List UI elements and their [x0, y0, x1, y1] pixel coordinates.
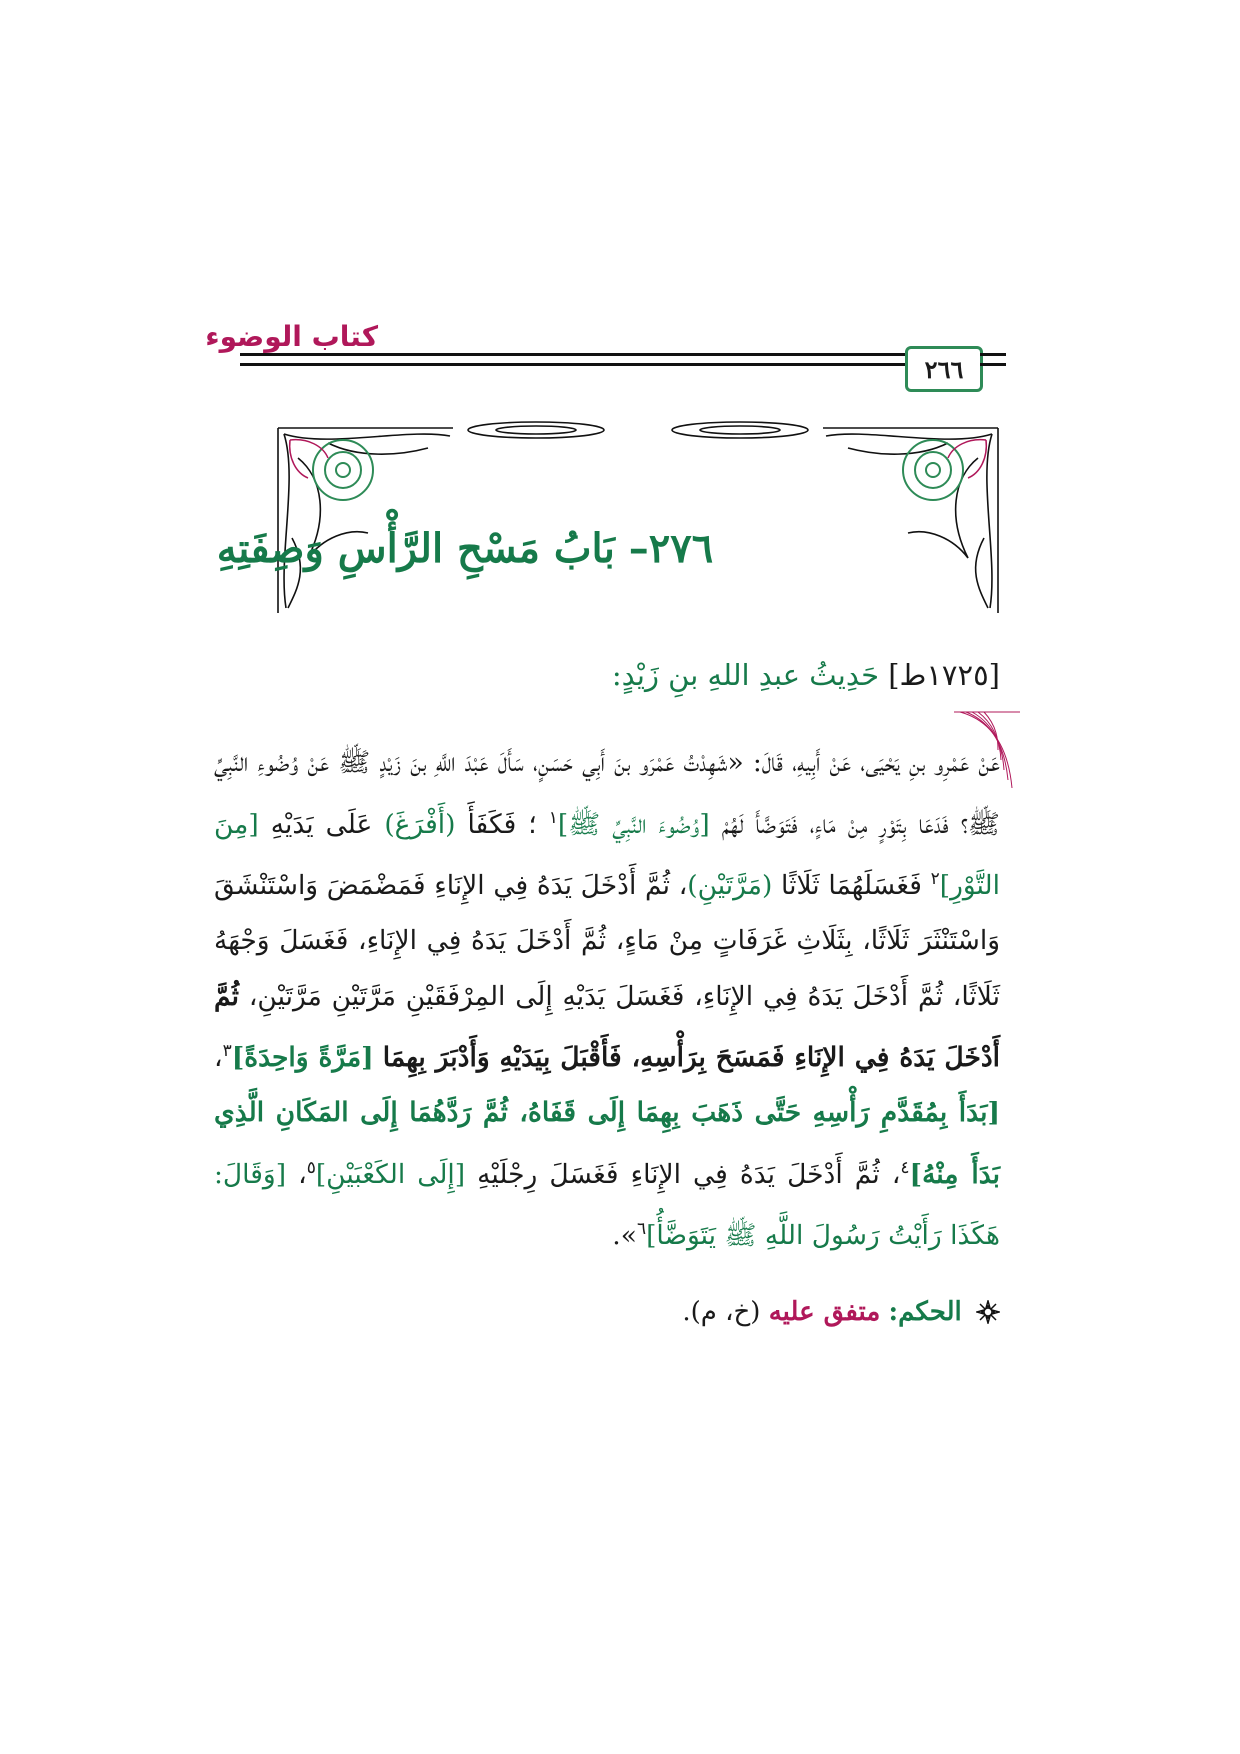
header-rule: [240, 363, 905, 366]
hadith-segment: فَغَسَلَهُمَا ثَلَاثًا: [781, 869, 922, 901]
header-rule: [980, 353, 1006, 356]
hadith-segment: ،: [214, 1041, 223, 1073]
book-title: كتاب الوضوء: [205, 320, 378, 353]
variant-reading: [بَدَأَ بِمُقَدَّمِ رَأْسِهِ حَتَّى ذَهَبَ بِهِمَا إِلَى قَفَاهُ، ثُمَّ رَدَّهُمَا إِلَى المَكَانِ الَّذِي بَدَأَ مِنْهُ]: [214, 1097, 1000, 1190]
ruling-line: [682, 1297, 1000, 1327]
hadith-heading: [612, 658, 1000, 692]
hadith-segment: ،: [298, 1158, 307, 1190]
variant-reading: [وَقَالَ: هَكَذَا رَأَيْتُ رَسُولَ اللَّهِ ﷺ يَتَوَضَّأُ]: [214, 1158, 1000, 1252]
footnote-ref: ١: [548, 807, 558, 828]
ornament-frame-icon: [268, 418, 1008, 613]
flower-ornament-icon: [976, 1300, 1000, 1324]
header-rule: [240, 353, 905, 356]
footnote-ref: ٣: [222, 1041, 232, 1062]
header-rule: [980, 363, 1006, 366]
hadith-segment: ».: [612, 1220, 637, 1252]
variant-reading: [وُضُوءَ النَّبِيِّ ﷺ]: [557, 808, 710, 840]
hadith-segment: عَنْ عَمْرِو بنِ يَحْيَى، عَنْ أَبِيهِ، قَالَ: «شَهِدْتُ عَمْرَو بنَ أَبِي حَسَنٍ، سَأَلَ عَبْدَ اللَّهِ بنَ زَيْدٍ ﷺ عَنْ وُضُوءِ النَّبِيِّ ﷺ؟ فَدَعَا بِتَوْرٍ مِنْ مَاءٍ، فَتَوَضَّأَ لَهُمْ: [214, 747, 1000, 840]
variant-reading: [مَرَّةً وَاحِدَةً]: [231, 1041, 374, 1073]
chapter-title: ٢٧٦– بَابُ مَسْحِ الرَّأْسِ وَصِفَتِهِ: [216, 525, 714, 572]
variant-reading: [إِلَى الكَعْبَيْنِ]: [315, 1158, 466, 1190]
variant-reading: (مَرَّتَيْنِ): [687, 869, 773, 901]
variant-reading: [مِنَ التَّوْرِ]: [214, 808, 1000, 901]
variant-reading: (أَفْرَغَ): [384, 808, 456, 840]
hadith-segment-bold: ثُمَّ أَدْخَلَ يَدَهُ فِي الإِنَاءِ فَمَسَحَ بِرَأْسِهِ، فَأَقْبَلَ بِيَدَيْهِ وَأَدْبَرَ بِهِمَا: [214, 980, 1000, 1073]
hadith-number-tag: [١٧٢٥ط]: [888, 658, 1000, 692]
footnote-ref: ٢: [930, 868, 940, 889]
footnote-ref: ٥: [306, 1157, 316, 1178]
ruling-sources: (خ، م).: [682, 1297, 761, 1327]
hadith-segment: ؛ فَكَفَأَ: [467, 808, 537, 840]
footnote-ref: ٦: [636, 1219, 647, 1240]
hadith-text: [214, 735, 1000, 1264]
hadith-segment: ، ثُمَّ أَدْخَلَ يَدَهُ فِي الإِنَاءِ فَمَضْمَضَ وَاسْتَنْشَقَ وَاسْتَنْثَرَ ثَلَاثًا، بِثَلَاثِ غَرَفَاتٍ مِنْ مَاءٍ، ثُمَّ أَدْخَلَ يَدَهُ فِي الإِنَاءِ، فَغَسَلَ وَجْهَهُ ثَلَاثًا، ثُمَّ أَدْخَلَ يَدَهُ فِي الإِنَاءِ، فَغَسَلَ يَدَيْهِ إِلَى المِرْفَقَيْنِ مَرَّتَيْنِ مَرَّتَيْنِ،: [214, 869, 1000, 1012]
page-number: ٢٦٦: [924, 354, 964, 384]
ruling-label: الحكم:: [888, 1297, 962, 1327]
page-number-box: [905, 346, 983, 392]
hadith-segment: ، ثُمَّ أَدْخَلَ يَدَهُ فِي الإِنَاءِ فَغَسَلَ رِجْلَيْهِ: [477, 1158, 901, 1190]
ruling-value: متفق عليه: [768, 1297, 881, 1327]
hadith-segment: عَلَى يَدَيْهِ: [270, 808, 373, 840]
footnote-ref: ٤: [900, 1157, 910, 1178]
hadith-name: حَدِيثُ عبدِ اللهِ بنِ زَيْدٍ:: [611, 658, 879, 692]
